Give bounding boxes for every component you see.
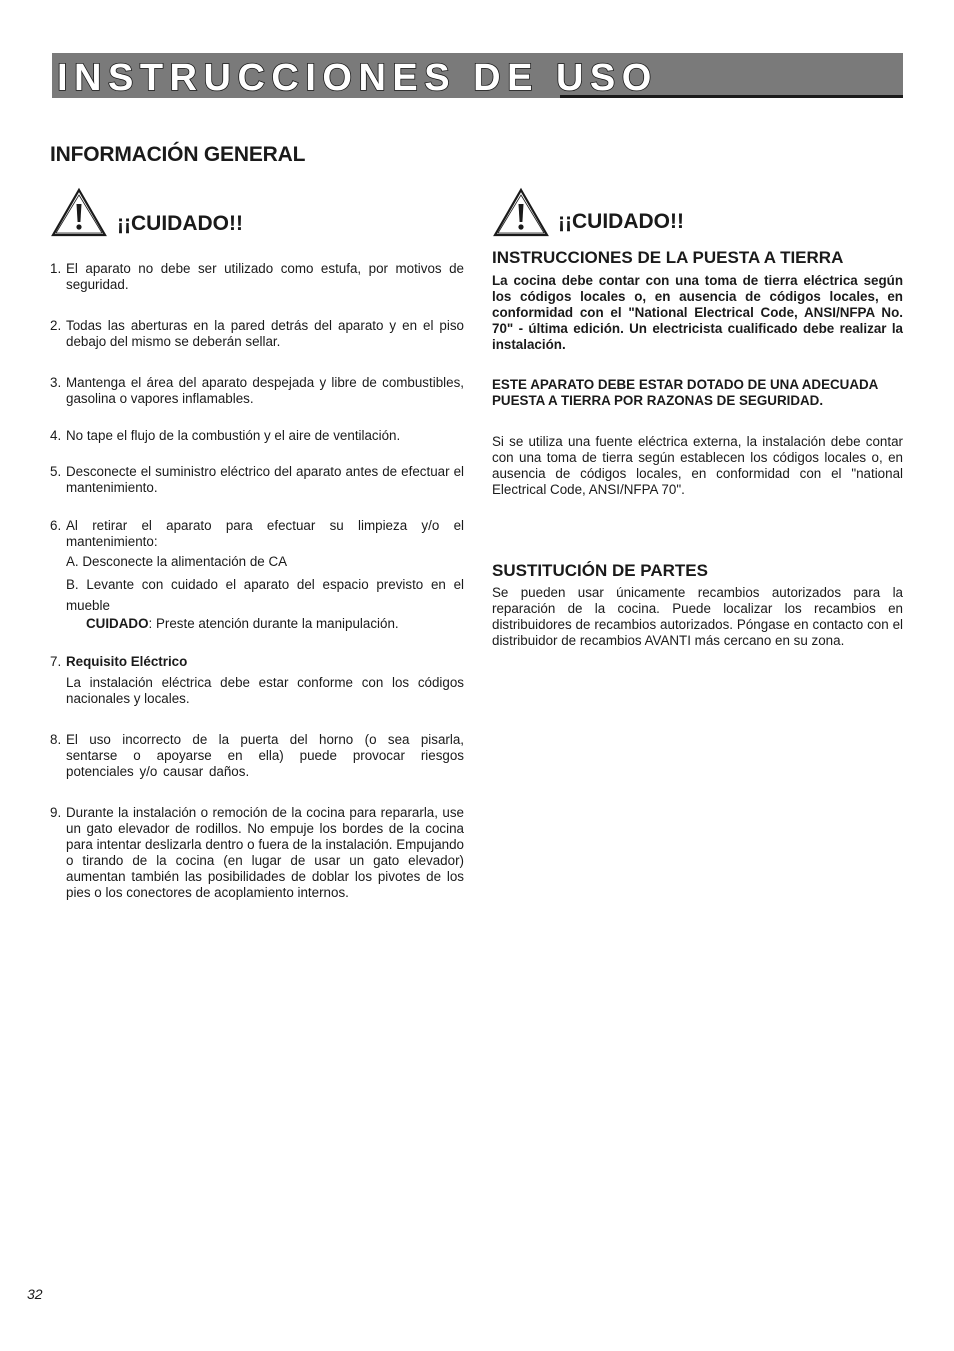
- section-title-general: INFORMACIÓN GENERAL: [50, 143, 306, 166]
- electrical-requirement-text: La instalación eléctrica debe estar conforme con los códigos nacionales y locales.: [66, 675, 464, 706]
- warning-triangle-icon: [50, 186, 108, 238]
- grounding-paragraph-2: ESTE APARATO DEBE ESTAR DOTADO DE UNA ADECUADA PUESTA A TIERRA POR RAZONAS DE SEGURIDAD.: [492, 377, 878, 408]
- grounding-paragraph-3: Si se utiliza una fuente eléctrica externa, la instalación debe contar con una toma de tierra según establecen los códigos locales o, en ausencia de códigos locales, en conformidad con el "national Electrical Code, ANSI/NFPA 70".: [492, 434, 903, 497]
- list-item: 6. Al retirar el aparato para efectuar su limpieza y/o el mantenimiento:: [50, 518, 464, 549]
- safety-list: [50, 261, 464, 901]
- warning-label-right: ¡¡CUIDADO!!: [558, 210, 684, 233]
- list-item: 2. Todas las aberturas en la pared detrás del aparato y en el piso debajo del mismo se deberán sellar.: [50, 318, 464, 349]
- sub-item-a: A. Desconecte la alimentación de CA: [66, 554, 288, 569]
- list-item: 4. No tape el flujo de la combustión y el aire de ventilación.: [50, 428, 401, 443]
- list-item: 5. Desconecte el suministro eléctrico del aparato antes de efectuar el mantenimiento.: [50, 464, 464, 495]
- grounding-title: INSTRUCCIONES DE LA PUESTA A TIERRA: [492, 248, 844, 267]
- list-item: 3. Mantenga el área del aparato despejada y libre de combustibles, gasolina o vapores inflamables.: [50, 375, 464, 406]
- grounding-paragraph-1: La cocina debe contar con una toma de tierra eléctrica según los códigos locales o, en ausencia de códigos locales, en conformidad con el "National Electrical Code, ANSI/NFPA No. 70" - última edición. Un electricista cualificado debe realizar la instalación.: [492, 273, 903, 352]
- page-number: 32: [27, 1286, 43, 1302]
- caution-note: CUIDADO: Preste atención durante la manipulación.: [86, 616, 399, 631]
- page-title: INSTRUCCIONES DE USO: [57, 57, 658, 99]
- sub-item-b: B. Levante con cuidado el aparato del espacio previsto en el mueble: [66, 577, 464, 613]
- parts-paragraph: Se pueden usar únicamente recambios autorizados para la reparación de la cocina. Puede localizar los recambios en distribuidores de recambios autorizados. Póngase en contacto con el distribuidor de recambios AVANTI más cercano en su zona.: [492, 585, 903, 648]
- warning-triangle-icon: [492, 186, 550, 238]
- warning-label-left: ¡¡CUIDADO!!: [117, 212, 243, 235]
- list-item: 8. El uso incorrecto de la puerta del horno (o sea pisarla, sentarse o apoyarse en ella) puede provocar riesgos potenciales y/o causar daños.: [50, 732, 464, 779]
- list-item: 7. Requisito Eléctrico: [50, 654, 188, 669]
- list-item: 1. El aparato no debe ser utilizado como estufa, por motivos de seguridad.: [50, 261, 464, 292]
- parts-title: SUSTITUCIÓN DE PARTES: [492, 561, 708, 580]
- list-item: 9. Durante la instalación o remoción de la cocina para repararla, use un gato elevador de rodillos. No empuje los bordes de la cocina para intentar deslizarla dentro o fuera de la instalación. Empujando o tirando de la cocina (en lugar de usar un gato elevador) aumentan también las posibilidades de doblar los pivotes de los pies o los conectores de acoplamiento internos.: [50, 805, 464, 900]
